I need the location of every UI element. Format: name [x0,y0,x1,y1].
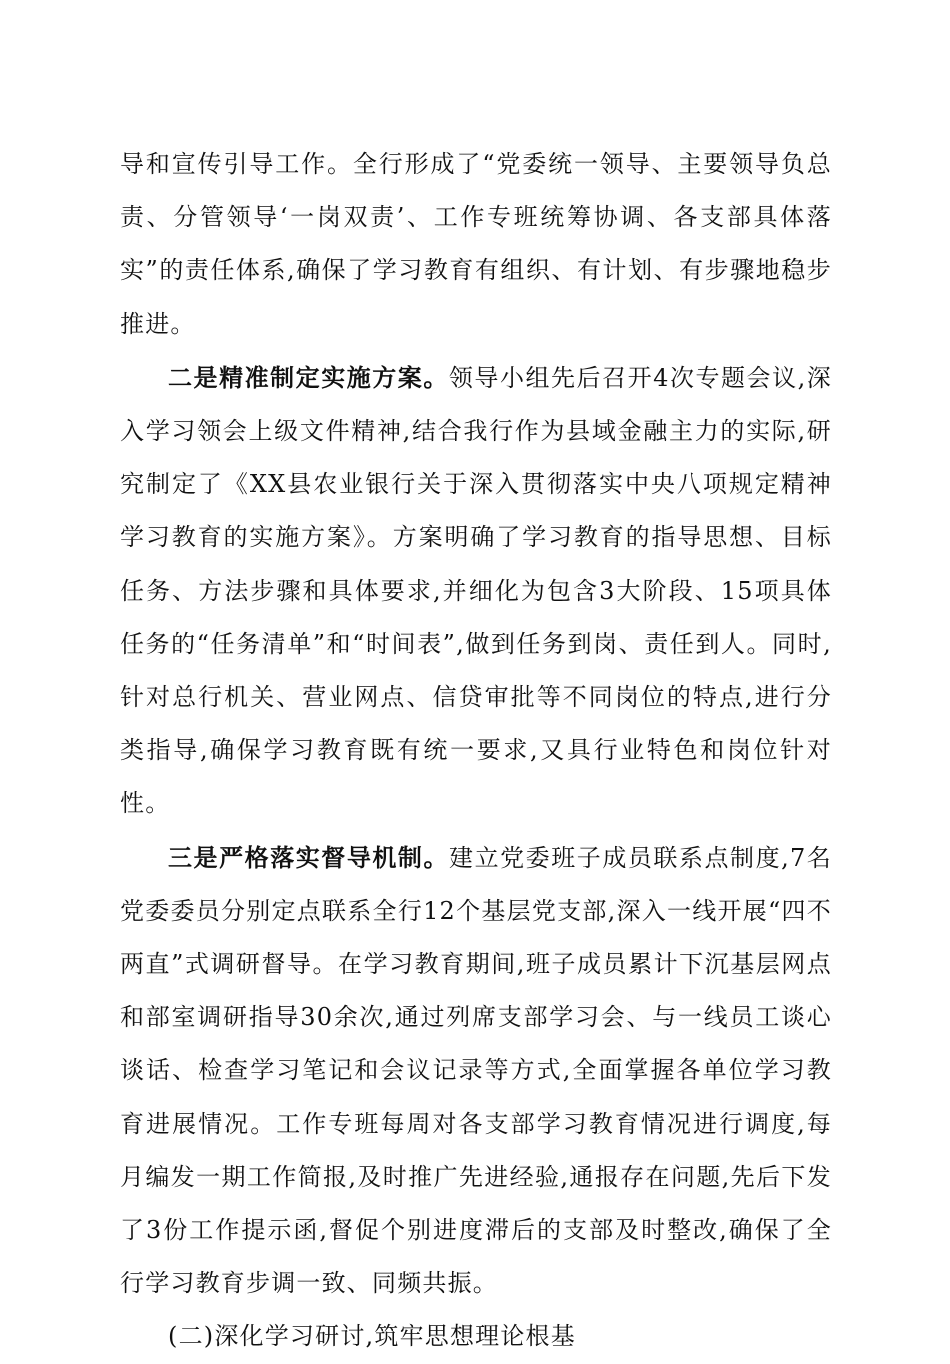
paragraph-text: 导和宣传引导工作。全行形成了“党委统一领导、主要领导负总责、分管领导‘一岗双责’、工作专班统筹协调、各支部具体落实”的责任体系,确保了学习教育有组织、有计划、有步骤地稳步推进。 [120,150,832,338]
section-heading-text: (二)深化学习研讨,筑牢思想理论根基 [168,1322,576,1351]
body-text [120,138,832,1364]
paragraph-lead-heading: 二是精准制定实施方案。 [168,362,449,392]
section-heading-study-discussion [120,1310,832,1363]
paragraph-implementation-plan [120,351,832,831]
paragraph-supervision-mechanism [120,831,832,1311]
paragraph-responsibility-system [120,138,832,351]
paragraph-text: 领导小组先后召开4次专题会议,深入学习领会上级文件精神,结合我行作为县域金融主力的实际,研究制定了《XX县农业银行关于深入贯彻落实中央八项规定精神学习教育的实施方案》。方案明确了学习教育的指导思想、目标任务、方法步骤和具体要求,并细化为包含3大阶段、15项具体任务的“任务清单”和“时间表”,做到任务到岗、责任到人。同时,针对总行机关、营业网点、信贷审批等不同岗位的特点,进行分类指导,确保学习教育既有统一要求,又具行业特色和岗位针对性。 [120,363,832,818]
paragraph-lead-heading: 三是严格落实督导机制。 [168,842,450,872]
paragraph-text: 建立党委班子成员联系点制度,7名党委委员分别定点联系全行12个基层党支部,深入一线开展“四不两直”式调研督导。在学习教育期间,班子成员累计下沉基层网点和部室调研指导30余次,通过列席支部学习会、与一线员工谈心谈话、检查学习笔记和会议记录等方式,全面掌握各单位学习教育进展情况。工作专班每周对各支部学习教育情况进行调度,每月编发一期工作简报,及时推广先进经验,通报存在问题,先后下发了3份工作提示函,督促个别进度滞后的支部及时整改,确保了全行学习教育步调一致、同频共振。 [120,843,832,1298]
